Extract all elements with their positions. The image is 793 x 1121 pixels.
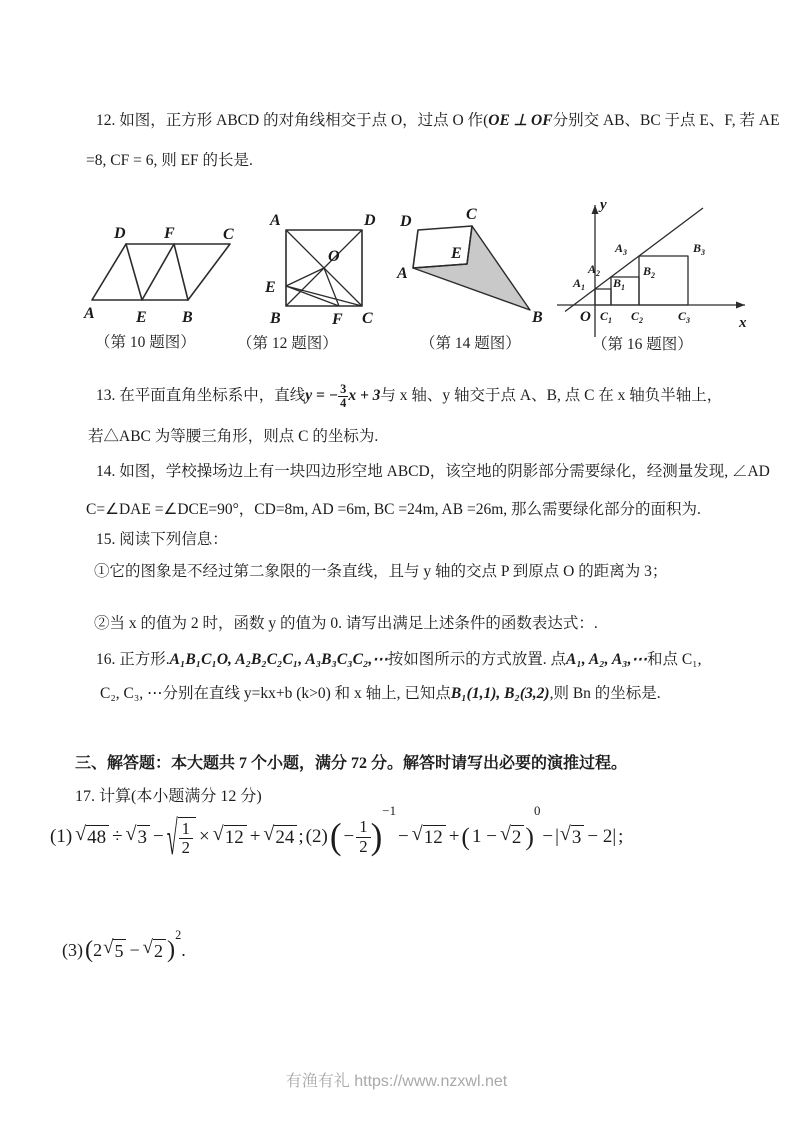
q17-formula-row-2 (60, 930, 186, 970)
footer-watermark: 有渔有礼 https://www.nzxwl.net (285, 1073, 508, 1090)
q17-p1-semicolon: ; (298, 826, 304, 847)
y-axis-arrow (592, 205, 599, 214)
caption-figure-q12: （第 12 题图） (237, 335, 338, 352)
label-b: B (532, 309, 543, 326)
q17-p2-rparen2: ) (525, 822, 534, 852)
segment-ef (286, 286, 339, 306)
q17-p1-plus: + (249, 826, 261, 847)
figure-q14 (396, 198, 548, 330)
q17-p2-minus-sign: − (343, 826, 355, 847)
label-d: D (400, 213, 412, 230)
label-y-axis: y (600, 197, 607, 213)
sqrt-5: √ 5 (103, 939, 126, 962)
q17-p2-one-minus: 1 − (471, 826, 497, 847)
rectangle-dcea (413, 226, 472, 268)
q13-math-y: y = − (305, 387, 339, 404)
q17-p2-plus: + (448, 826, 460, 847)
q12-text-c: 分别交 AB、BC 于点 E、F, 若 AE (552, 112, 780, 129)
label-c: C (223, 226, 234, 243)
sqrt-3-b: √ 3 (560, 825, 584, 849)
label-e: E (265, 279, 276, 296)
label-c: C (362, 310, 373, 327)
label-e: E (136, 309, 147, 326)
label-a: A (270, 212, 281, 229)
segment-oe (286, 268, 324, 286)
question-12-line-2: =8, CF = 6, 则 EF 的长是. (86, 152, 253, 169)
question-15-item-1: ①它的图象是不经过第二象限的一条直线，且与 y 轴的交点 P 到原点 O 的距离为 3； (94, 563, 668, 580)
q16-text-c: 按如图所示的方式放置. 点 (387, 651, 566, 668)
question-16-line-1 (96, 649, 701, 671)
label-f: F (332, 311, 343, 328)
q13-text-d: 与 x 轴、y 轴交于点 A、B, 点 C 在 x 轴负半轴上， (380, 387, 723, 404)
q17-p2-exponent-0: 0 (533, 803, 541, 818)
question-15-item-2: ②当 x 的值为 2 时，函数 y 的值为 0. 请写出满足上述条件的函数表达式：. (94, 615, 598, 632)
q13-text-a: 13. 在平面直角坐标系中，直线 (96, 387, 306, 404)
q16-text-l2a: C₂, C₃, ⋯分别在直线 y=kx+b (k>0) 和 x 轴上, 已知点 (100, 685, 451, 702)
label-d: D (114, 225, 126, 242)
q16-text-a: 16. 正方形. (96, 651, 170, 668)
q17-p3-minus: − (129, 939, 140, 960)
question-13-line-1 (96, 381, 722, 411)
q17-p3-rparen: ) (167, 936, 176, 964)
q13-fraction (338, 383, 348, 409)
caption-figure-q16: （第 16 题图） (592, 336, 693, 353)
label-a2: $A_2$ (588, 262, 601, 278)
zigzag-defb (126, 244, 188, 300)
shaded-region-abce (413, 226, 530, 310)
q16-math-a-points: A₁, A₂, A₃,⋯ (566, 651, 647, 668)
question-15-title: 15. 阅读下列信息： (96, 531, 228, 548)
label-a3: $A_3$ (615, 241, 628, 257)
q17-p3-lparen: ( (85, 936, 94, 964)
question-14-line-1: 14. 如图，学校操场边上有一块四边形空地 ABCD，该空地的阴影部分需要绿化，经测量发现, ∠AD (96, 463, 770, 480)
q17-p1-div: ÷ (112, 826, 123, 847)
label-o: O (328, 248, 340, 265)
q17-p3-number: (3) (62, 939, 83, 960)
q17-p2-minus: − (398, 826, 409, 847)
q12-math-oe-of: OE ⊥ OF (488, 112, 553, 129)
label-c2: $C_2$ (631, 309, 644, 325)
q13-fraction-denominator: 4 (340, 395, 347, 410)
label-a: A (84, 305, 95, 322)
segment-ec (286, 286, 362, 306)
section-3-header: 三、解答题：本大题共 7 个小题，满分 72 分。解答时请写出必要的演推过程。 (75, 755, 628, 772)
segment-of (324, 268, 339, 306)
caption-figure-q14: （第 14 题图） (420, 335, 521, 352)
label-b2: $B_2$ (643, 264, 656, 280)
fraction-neg-half: $\frac{1}{2}$ (356, 818, 370, 856)
q13-math-x: x + 3 (348, 387, 381, 404)
sqrt-half: √ $\frac{1}{2}$ (167, 817, 196, 858)
q17-p1-times: × (199, 826, 210, 847)
label-d: D (364, 212, 376, 229)
q17-p2-lparen2: ( (461, 822, 470, 852)
q17-p2-minus2: − (542, 826, 554, 847)
q17-p3-exponent-2: 2 (175, 928, 182, 942)
label-c1: $C_1$ (600, 309, 613, 325)
q13-fraction-numerator: 3 (340, 382, 347, 397)
q17-p1-number: (1) (50, 826, 73, 847)
sqrt-12-b: √ 12 (412, 825, 446, 849)
label-a1: $A_1$ (573, 276, 586, 292)
sqrt-2-b: √ 2 (143, 939, 166, 962)
figure-q12 (262, 203, 396, 335)
label-e: E (451, 245, 462, 262)
question-14-line-2: C=∠DAE =∠DCE=90°，CD=8m, AD =6m, BC =24m, AB =26m, 那么需要绿化部分的面积为. (86, 501, 701, 518)
q16-text-l2c: ,则 Bn 的坐标是. (549, 685, 661, 702)
caption-figure-q10: （第 10 题图） (95, 334, 196, 351)
sqrt-24: √ 24 (263, 825, 297, 849)
label-a: A (397, 265, 408, 282)
label-b1: $B_1$ (613, 276, 626, 292)
q17-p2-exponent-neg1: −1 (382, 803, 397, 818)
question-12-line-1 (96, 110, 780, 132)
q17-p2-rparen: ) (370, 816, 383, 858)
q17-p2-lparen: ( (329, 816, 342, 858)
question-16-line-2 (100, 683, 661, 705)
q16-math-squares: A₁B₁C₁O, A₂B₂C₂C₁, A₃B₃C₃C₂,⋯ (169, 651, 388, 668)
sqrt-48: √ 48 (75, 825, 109, 849)
figure-q16 (551, 193, 755, 341)
question-17-title: 17. 计算(本小题满分 12 分) (75, 788, 262, 805)
label-b: B (270, 310, 281, 327)
square-1 (595, 289, 611, 305)
label-f: F (164, 225, 175, 242)
q17-p2-tail: − 2| (587, 826, 617, 847)
q17-p3-two: 2 (93, 939, 103, 960)
parallelogram-abcd (92, 244, 230, 300)
label-c: C (466, 206, 477, 223)
label-b: B (182, 309, 193, 326)
sqrt-12: √ 12 (213, 825, 247, 849)
q17-p1-minus: − (153, 826, 164, 847)
question-13-line-2: 若△ABC 为等腰三角形，则点 C 的坐标为. (88, 428, 379, 445)
q17-formula-row-1 (48, 803, 624, 868)
x-axis-arrow (736, 302, 745, 309)
line-y-kx-b (565, 208, 706, 312)
figure-q10 (84, 220, 238, 330)
sqrt-3: √ 3 (126, 825, 150, 849)
label-b3: $B_3$ (693, 241, 706, 257)
q17-p2-number: (2) (305, 826, 328, 847)
q17-p2-abs-open: | (555, 826, 559, 847)
q12-text-a: 12. 如图，正方形 ABCD 的对角线相交于点 O，过点 O 作( (96, 112, 489, 129)
label-c3: $C_3$ (678, 309, 691, 325)
q17-p3-period: . (181, 939, 186, 960)
fraction-half: $\frac{1}{2}$ (179, 820, 193, 858)
label-origin: O (580, 309, 591, 325)
q16-math-b-points: B₁(1,1), B₂(3,2) (450, 685, 550, 702)
label-x-axis: x (739, 315, 747, 331)
q17-p2-semicolon: ; (618, 826, 624, 847)
q16-text-e: 和点 C₁, (646, 651, 702, 668)
sqrt-2: √ 2 (500, 825, 524, 849)
